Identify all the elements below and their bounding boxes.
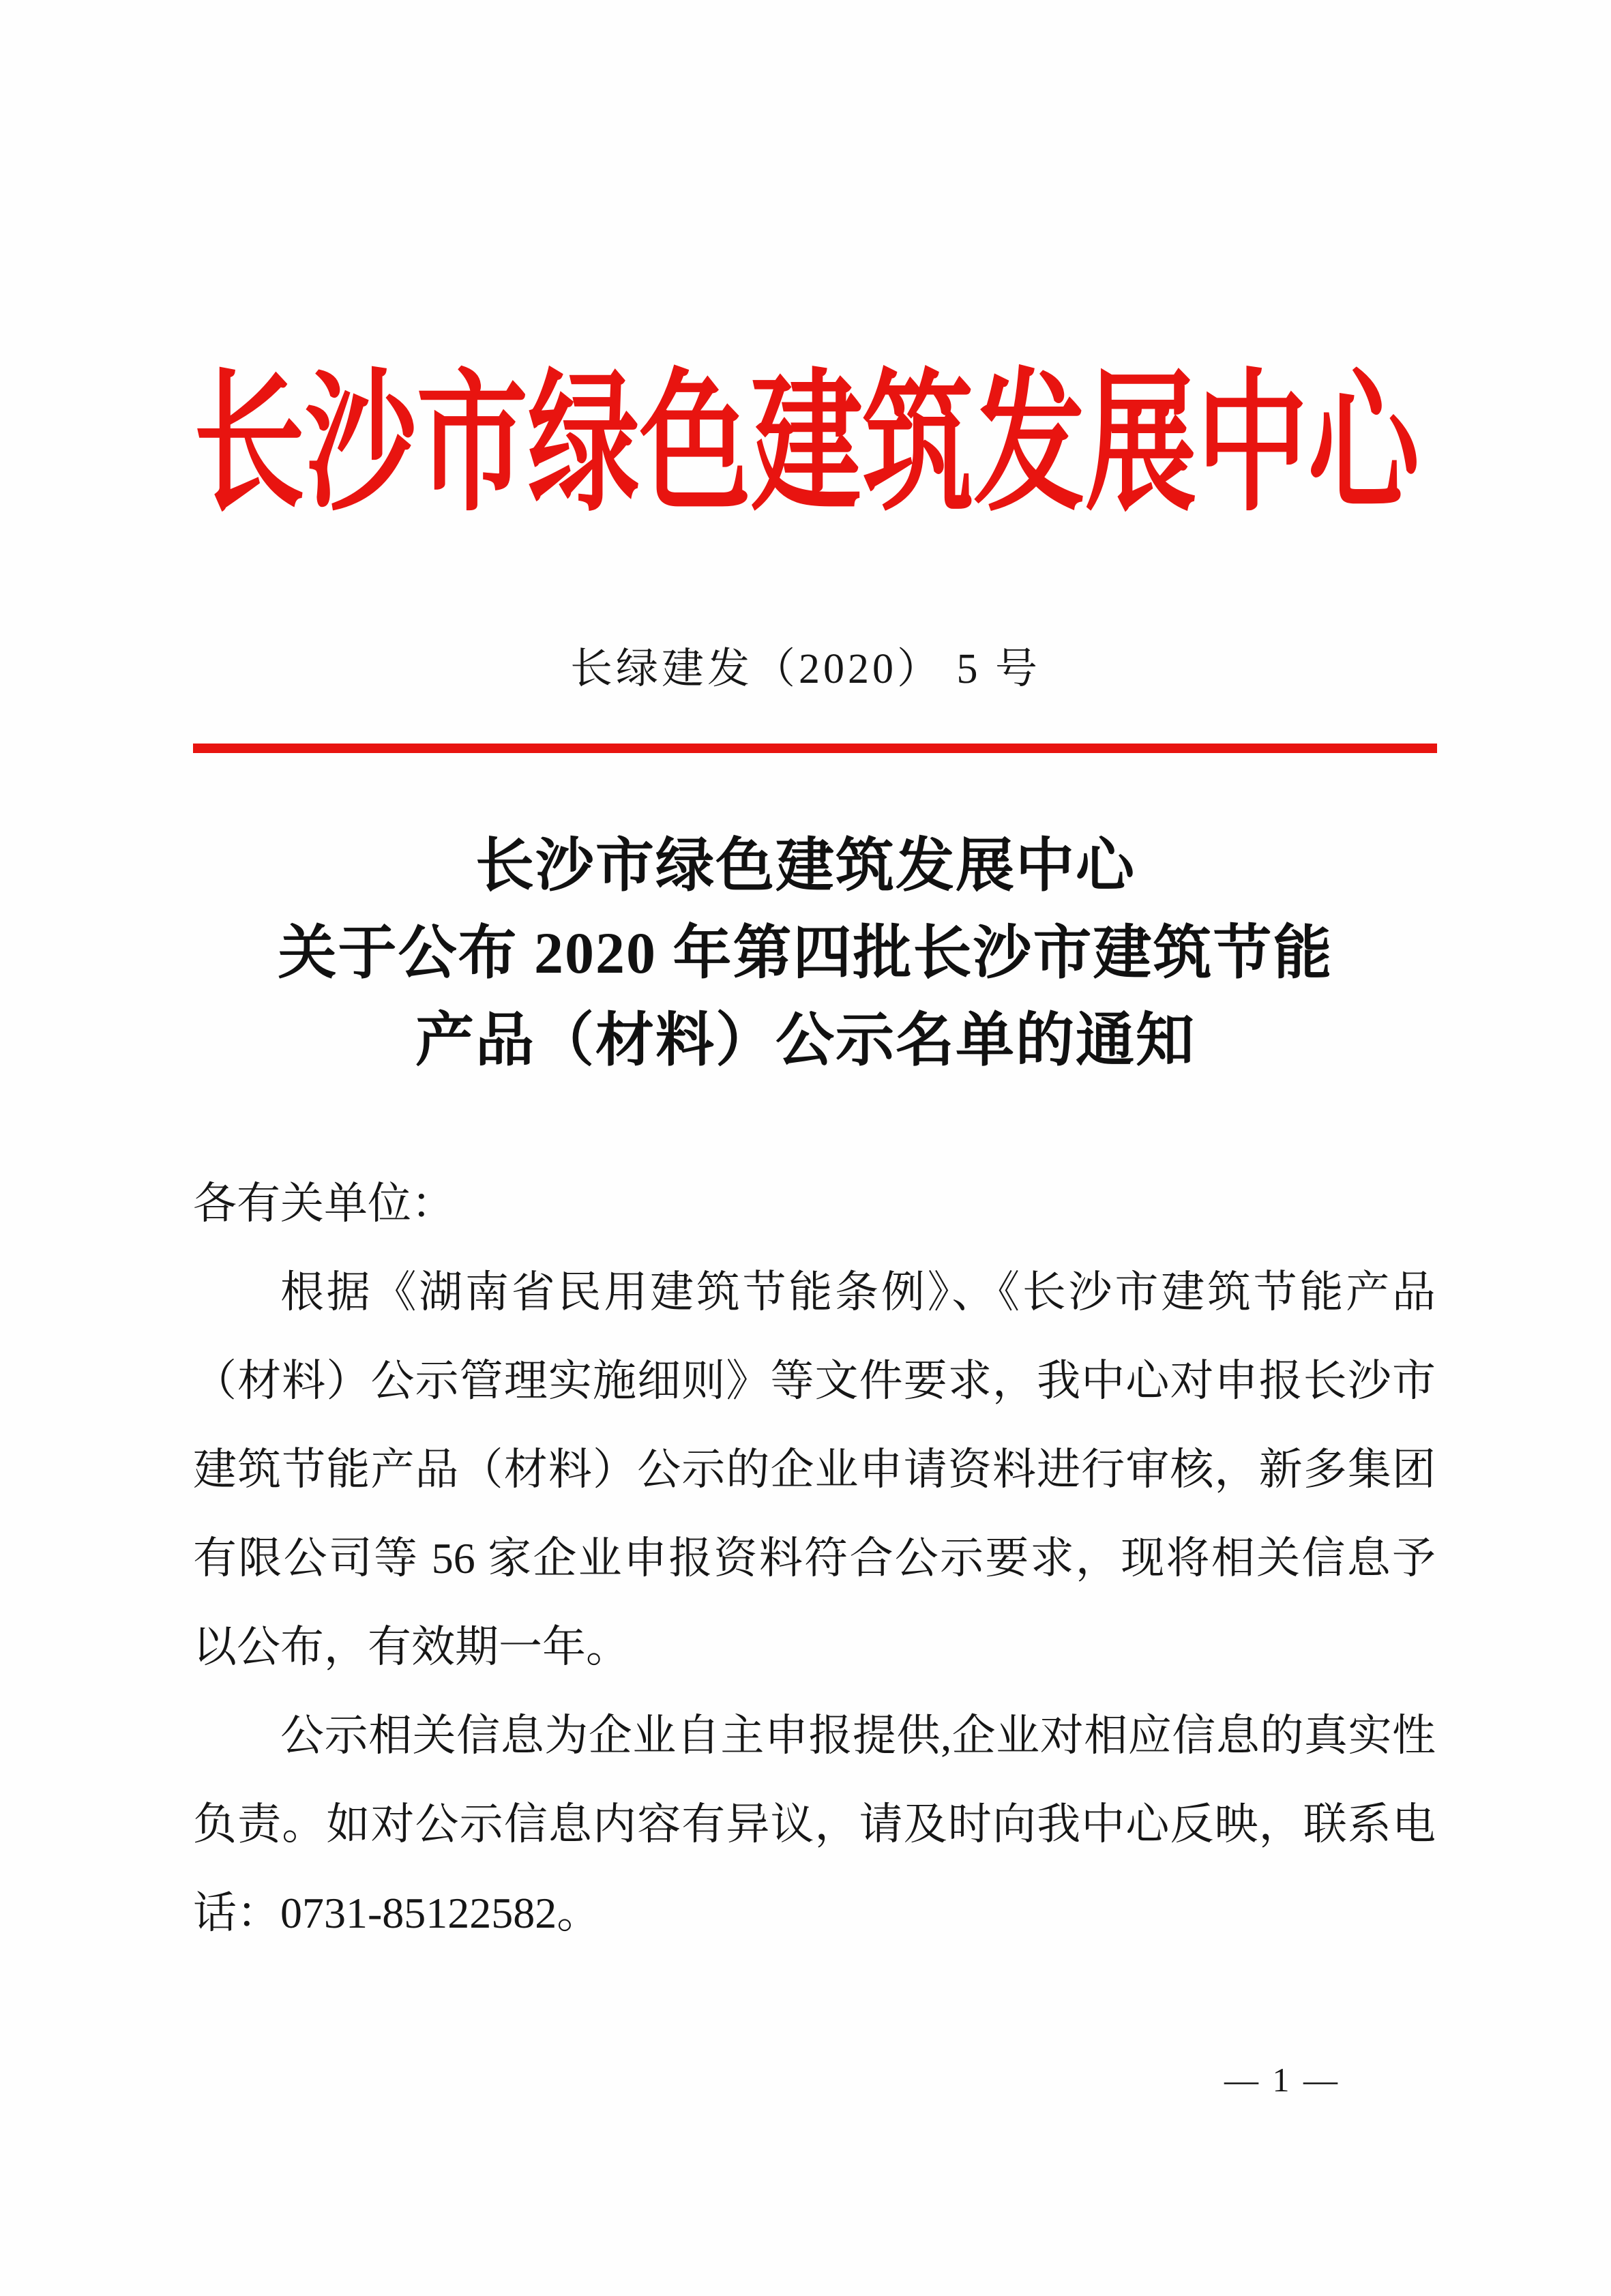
doc-number: 长绿建发（2020） 5 号 — [570, 646, 1041, 692]
page-number: — 1 — — [1224, 2061, 1340, 2099]
letterhead-org-name: 长沙市绿色建筑发展中心 — [193, 359, 1420, 530]
salutation: 各有关单位： — [193, 1179, 455, 1228]
doc-title-line-3: 产品（材料）公示名单的通知 — [415, 1007, 1196, 1073]
doc-title — [0, 822, 1611, 1084]
paragraph-disclaimer: 公示相关信息为企业自主申报提供,企业对相应信息的真实性负责。如对公示信息内容有异议，请及时向我中心反映，联系电话：0731-85122582。 — [193, 1711, 1436, 1937]
paragraph-basis: 根据《湖南省民用建筑节能条例》、《长沙市建筑节能产品（材料）公示管理实施细则》等文件要求，我中心对申报长沙市建筑节能产品（材料）公示的企业申请资料进行审核，新多集团有限公司等 56 家企业申报资料符合公示要求，现将相关信息予以公布，有效期一年。 — [193, 1268, 1436, 1671]
body-text — [193, 1160, 1436, 1958]
doc-title-line-1: 长沙市绿色建筑发展中心 — [475, 833, 1136, 898]
letterhead-title — [0, 359, 1611, 530]
red-divider-line — [193, 744, 1437, 753]
doc-title-line-2: 关于公布 2020 年第四批长沙市建筑节能 — [278, 920, 1333, 986]
